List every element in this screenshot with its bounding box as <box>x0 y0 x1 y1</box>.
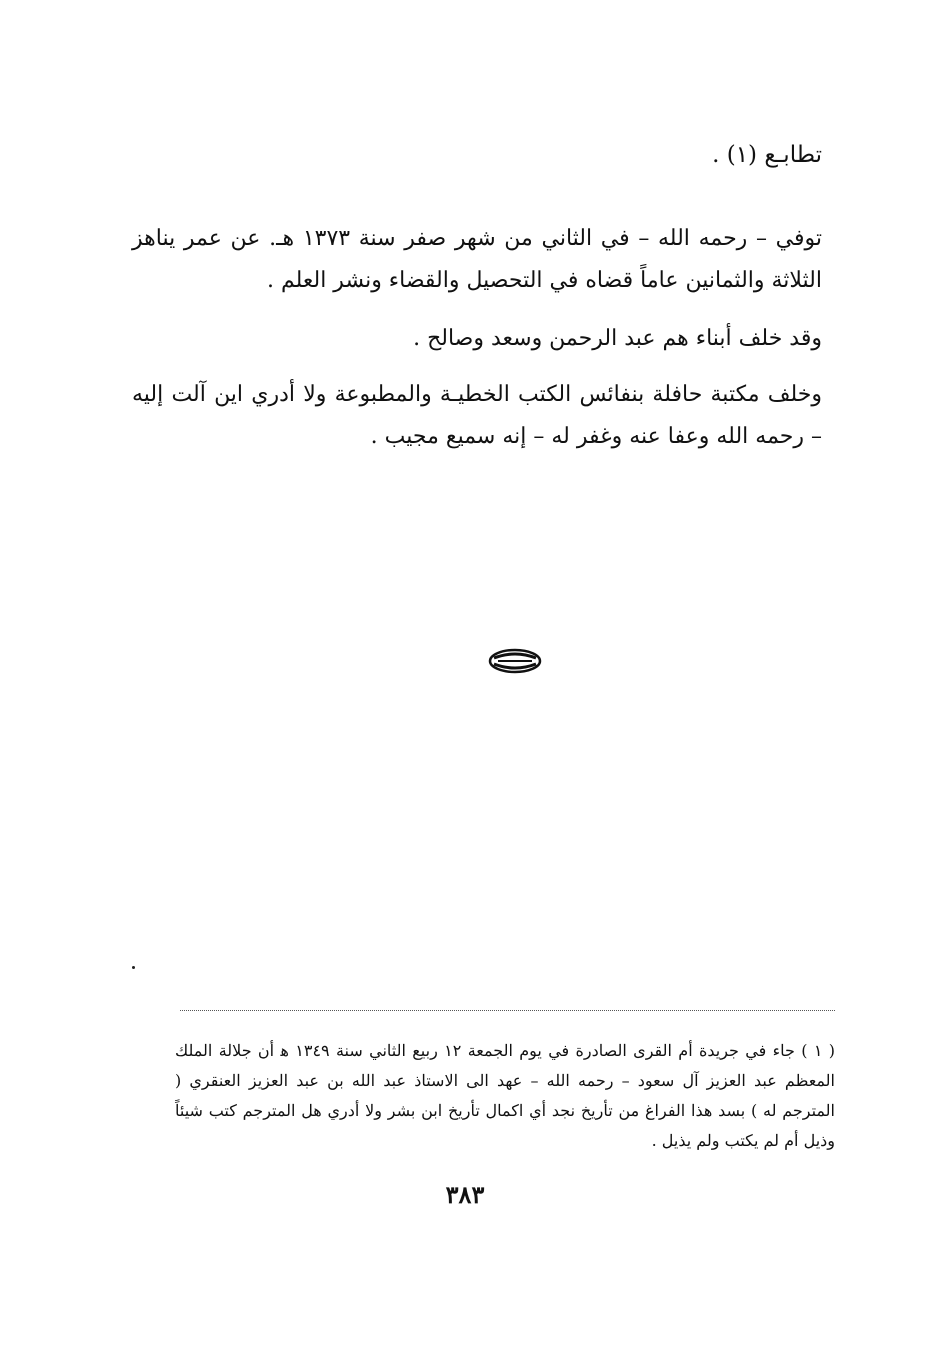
paragraph-library: وخلف مكتبة حافلة بنفائس الكتب الخطيـة والمطبوعة ولا أدري اين آلت إليه – رحمه الله وعفا عنه وغفر له – إنه سميع مجيب . <box>132 382 822 449</box>
page-number: ٣٨٣ <box>445 1180 485 1209</box>
paragraph-death: توفي – رحمه الله – في الثاني من شهر صفر سنة ١٣٧٣ هـ. عن عمر يناهز الثلاثة والثمانين عاماً قضاه في التحصيل والقضاء ونشر العلم . <box>132 226 822 293</box>
paragraph-sons: وقد خلف أبناء هم عبد الرحمن وسعد وصالح . <box>413 326 822 351</box>
footnote-divider <box>180 1010 835 1011</box>
continued-text-line: تطابـع (١) . <box>712 142 822 168</box>
ornament-icon <box>488 648 542 674</box>
scan-speck <box>132 966 135 969</box>
footnote-text: ( ١ ) جاء في جريدة أم القرى الصادرة في يوم الجمعة ١٢ ربيع الثاني سنة ١٣٤٩ ﻫ أن جلالة الملك المعظم عبد العزيز آل سعود – رحمه الله – عهد الى الاستاذ عبد الله بن عبد العزيز العنقري ( المترجم له ) بسد هذا الفراغ من تأريخ نجد أي اكمال تأريخ ابن بشر ولا أدري هل المترجم كتب شيئاً وذيل أم لم يكتب ولم يذيل . <box>175 1041 836 1150</box>
